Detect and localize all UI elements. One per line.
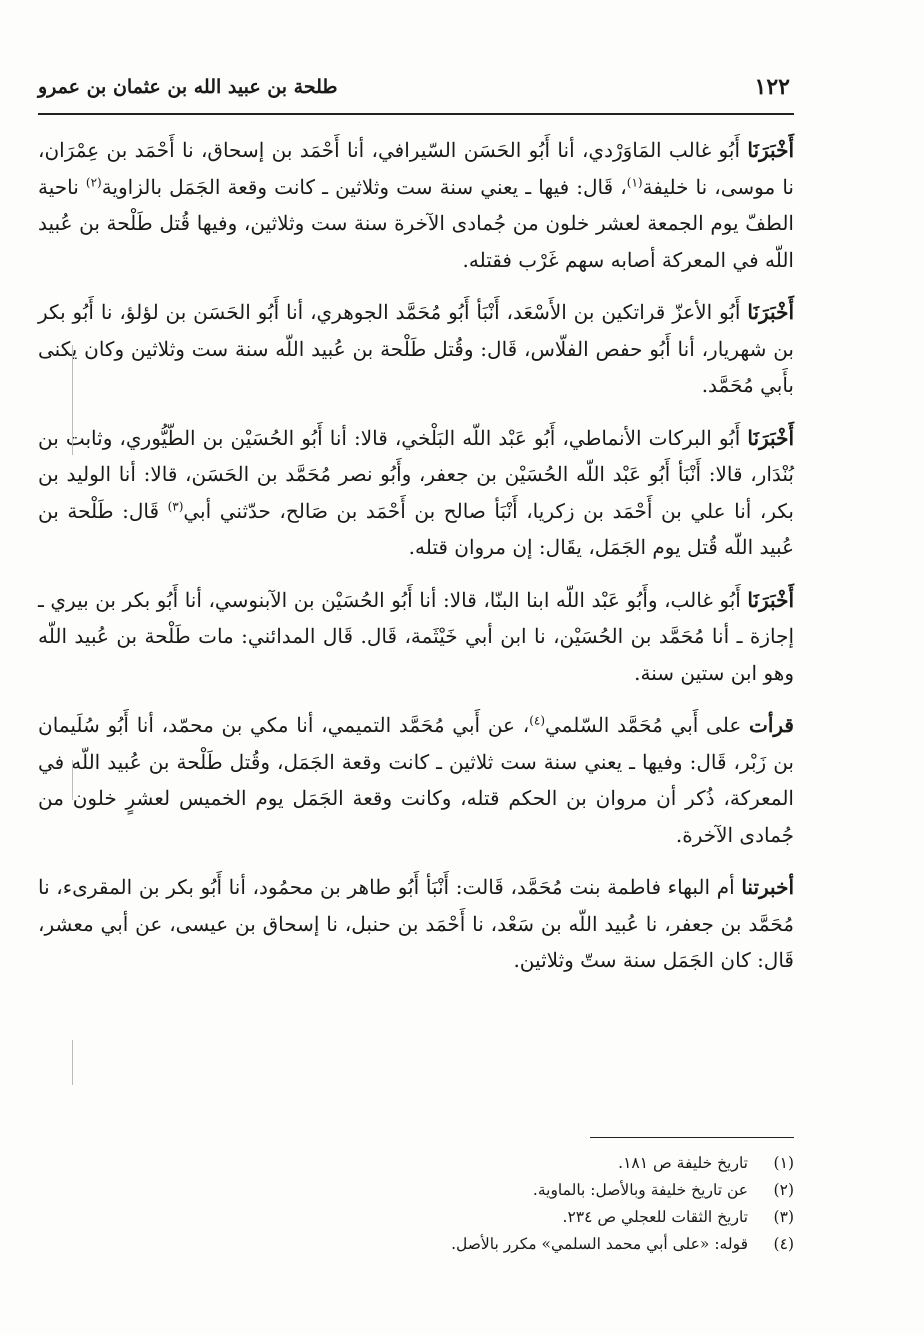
paragraph-text: أَبُو غالب، وأَبُو عَبْد اللّه ابنا البنّا، قالا: أنا أَبُو الحُسَيْن بن الآبنوسي، أنا أَبُو بكر بن بيري ـ إجازة ـ أنا مُحَمَّد بن الحُسَيْن، نا ابن أبي خَيْثَمة، قَال. قَال المدائني: مات طَلْحة بن عُبيد اللّه وهو ابن ستين سنة. xyxy=(38,587,795,685)
book-page xyxy=(38,0,794,1335)
footnote-number: (٣) xyxy=(773,1208,794,1226)
paragraph-text: ، قَال: فيها ـ يعني سنة ست وثلاثين ـ كانت وقعة الجَمَل بالزاوية xyxy=(101,174,627,199)
footnote xyxy=(38,1150,794,1177)
paragraph-text: أَبُو غالب المَاوَرْدي، أنا أَبُو الحَسَن السّيرافي، أنا أَحْمَد بن إسحاق، نا أَحْمَد بن عِمْرَان، نا موسى، نا خليفة xyxy=(38,138,794,199)
footnote-number: (٢) xyxy=(773,1181,794,1199)
paragraph-lead: أَخْبَرَنَا xyxy=(747,425,794,450)
paragraph-lead: أَخْبَرَنَا xyxy=(747,300,794,324)
footnote-number: (٤) xyxy=(773,1235,794,1253)
footnote-text: تاريخ خليفة ص ١٨١. xyxy=(618,1154,748,1172)
paragraph-1 xyxy=(38,132,794,278)
paragraph-5 xyxy=(38,707,794,853)
paragraph-lead: أَخْبَرَنَا xyxy=(747,138,794,162)
main-text xyxy=(38,132,794,995)
paragraph-text: أَبُو الأعزّ قراتكين بن الأَسْعَد، أَنْبَأ أَبُو مُحَمَّد الجوهري، أنا أَبُو الحَسَن بن لؤلؤ، نا أَبُو بكر بن شهريار، أنا أَبُو حفص الفلّاس، قَال: وقُتل طَلْحة بن عُبيد اللّه سنة ست وثلاثين وكان يكنى بأَبي مُحَمَّد. xyxy=(38,300,794,397)
paragraph-text: ، عن أَبي مُحَمَّد التميمي، أنا مكي بن محمّد، أنا أَبُو سُلَيمان بن زَبْر، قَال: وفيها ـ يعني سنة ست ثلاثين ـ كانت وقعة الجَمَل، وقُتل طَلْحة بن عُبيد اللّه في المعركة، ذُكر أن مروان بن الحكم قتله، وكانت وقعة الجَمَل يوم الخميس لعشرٍ خلون من جُمادى الآخرة. xyxy=(38,713,794,847)
footnote-text: عن تاريخ خليفة وبالأصل: بالماوية. xyxy=(532,1181,748,1199)
paragraph-4 xyxy=(38,582,794,692)
paragraph-text: قَال: طَلْحة بن عُبيد اللّه قُتل يوم الجَمَل، يقَال: إن مروان قتله. xyxy=(38,498,794,559)
footnote-number: (١) xyxy=(773,1154,794,1172)
paragraph-text: أم البهاء فاطمة بنت مُحَمَّد، قَالت: أَنْبَأ أَبُو طاهر بن محمُود، أنا أَبُو بكر بن المقرىء، نا مُحَمَّد بن جعفر، نا عُبيد اللّه بن سَعْد، نا أَحْمَد بن حنبل، نا إسحاق بن عيسى، عن أبي معشر، قَال: كان الجَمَل سنة ستّ وثلاثين. xyxy=(38,875,794,972)
footnote-ref: (٢) xyxy=(85,174,102,189)
footnote-text: تاريخ الثقات للعجلي ص ٢٣٤. xyxy=(562,1208,748,1226)
footnote xyxy=(38,1231,794,1258)
paragraph-lead: قرأت xyxy=(749,713,794,737)
scan-margin-mark xyxy=(72,1040,73,1085)
footnote-ref: (١) xyxy=(626,174,643,189)
paragraph-6 xyxy=(38,869,794,979)
footnotes xyxy=(38,1150,794,1258)
page-header xyxy=(38,74,794,110)
footnote-rule xyxy=(590,1137,794,1138)
footnote xyxy=(38,1177,794,1204)
paragraph-3 xyxy=(38,420,794,566)
footnote xyxy=(38,1204,794,1231)
paragraph-lead: أخبرتنا xyxy=(741,875,794,899)
header-rule xyxy=(38,113,794,115)
paragraph-text: أَبُو البركات الأنماطي، أَبُو عَبْد اللّه البَلْخي، قالا: أنا أَبُو الحُسَيْن بن الطّيُّوري، وثابت بن بُنْدَار، قالا: أَنْبَأ أَبُو عَبْد اللّه الحُسَيْن بن جعفر، وأَبُو نصر مُحَمَّد بن الحَسَن، قالا: أنا الوليد بن بكر، أنا علي بن أَحْمَد بن زكريا، أَنْبَأ صالح بن أَحْمَد بن صَالح، حدّثني أبي xyxy=(38,425,794,523)
footnote-text: قوله: «على أبي محمد السلمي» مكرر بالأصل. xyxy=(451,1235,748,1253)
paragraph-lead: أَخْبَرَنَا xyxy=(747,587,794,612)
scan-margin-mark xyxy=(72,760,73,800)
running-title: طلحة بن عبيد الله بن عثمان بن عمرو xyxy=(38,76,338,98)
footnote-ref: (٣) xyxy=(167,498,184,513)
scan-margin-mark xyxy=(72,345,73,455)
paragraph-text: ناحية الطفّ يوم الجمعة لعشر خلون من جُمادى الآخرة سنة ست وثلاثين، وفيها قُتل طَلْحة بن عُبيد اللّه في المعركة أصابه سهم غَرْب فقتله. xyxy=(38,174,794,272)
paragraph-text: على أَبي مُحَمَّد السّلمي xyxy=(545,713,750,737)
page-number: ١٢٢ xyxy=(754,74,790,100)
footnote-ref: (٤) xyxy=(529,713,546,728)
paragraph-2 xyxy=(38,294,794,404)
